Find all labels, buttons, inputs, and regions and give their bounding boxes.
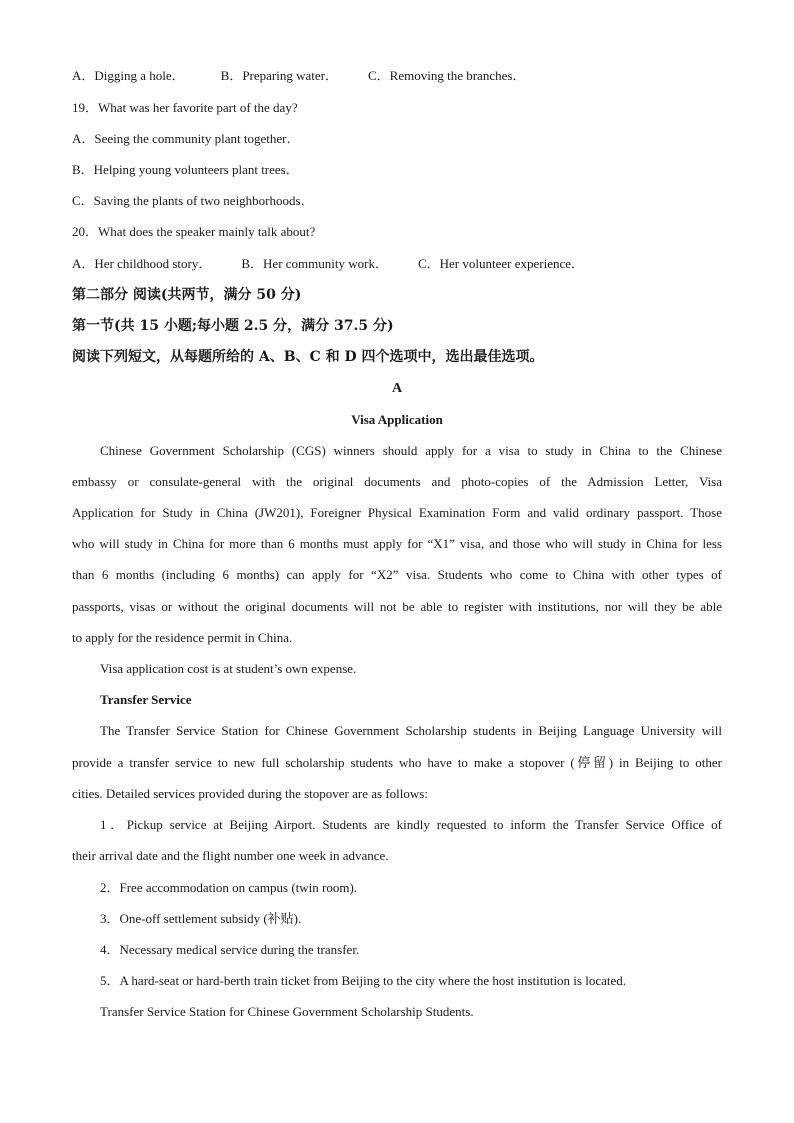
q18-option-c: C．Removing the branches． — [368, 68, 526, 83]
p1-line-2: embassy or consulate-general with the original documents and photo-copies of the Admission Letter, Visa — [72, 474, 722, 489]
q19-option-b: B．Helping young volunteers plant trees． — [72, 162, 299, 177]
item4: 4．Necessary medical service during the transfer. — [100, 942, 360, 957]
q20-option-a: A．Her childhood story． — [72, 256, 212, 271]
p3-line-2: provide a transfer service to new full scholarship students who have to make a stopover (停留) in Beijing to other — [72, 755, 722, 770]
q18-options — [72, 67, 722, 85]
p3-line-3: cities. Detailed services provided during the stopover are as follows: — [72, 786, 428, 801]
signature: Transfer Service Station for Chinese Government Scholarship Students. — [100, 1004, 474, 1019]
passage-title: Visa Application — [351, 412, 443, 427]
p2: Visa application cost is at student’s own expense. — [100, 661, 357, 676]
item1-line-2: their arrival date and the flight number one week in advance. — [72, 848, 389, 863]
item3: 3．One-off settlement subsidy (补贴). — [100, 911, 302, 926]
subheading-transfer: Transfer Service — [100, 692, 192, 707]
q20-stem: 20．What does the speaker mainly talk about? — [72, 224, 316, 239]
item2: 2．Free accommodation on campus (twin room). — [100, 880, 358, 895]
q18-option-b: B．Preparing water． — [220, 68, 338, 83]
p1-line-6: passports, visas or without the original documents will not be able to register with institutions, nor will they be able — [72, 599, 722, 614]
section-title: 第一节(共 15 小题;每小题 2.5 分，满分 37.5 分) — [72, 318, 394, 334]
q19-option-a: A．Seeing the community plant together． — [72, 131, 300, 146]
p3-line-1: The Transfer Service Station for Chinese Government Scholarship students in Beijing Language University will — [100, 723, 722, 738]
item5: 5．A hard-seat or hard-berth train ticket from Beijing to the city where the host institution is located. — [100, 973, 627, 988]
q20-option-b: B．Her community work． — [241, 256, 388, 271]
instruction: 阅读下列短文，从每题所给的 A、B、C 和 D 四个选项中，选出最佳选项。 — [72, 349, 544, 365]
p1-line-5: than 6 months (including 6 months) can apply for “X2” visa. Students who come to China with other types of — [72, 567, 722, 582]
p1-line-1: Chinese Government Scholarship (CGS) winners should apply for a visa to study in China to the Chinese — [100, 443, 722, 458]
part-title: 第二部分 阅读(共两节，满分 50 分) — [72, 287, 302, 303]
q20-options — [72, 255, 722, 273]
q18-option-a: A．Digging a hole． — [72, 68, 185, 83]
q20-option-c: C．Her volunteer experience． — [417, 256, 585, 271]
passage-label: A — [391, 381, 403, 396]
q19-stem: 19．What was her favorite part of the day? — [72, 100, 298, 115]
q19-option-c: C．Saving the plants of two neighborhoods． — [72, 193, 314, 208]
item1-line-1: 1．Pickup service at Beijing Airport. Students are kindly requested to inform the Transfer Service Office of — [100, 817, 722, 832]
p1-line-3: Application for Study in China (JW201), Foreigner Physical Examination Form and valid ordinary passport. Those — [72, 505, 722, 520]
p1-line-7: to apply for the residence permit in China. — [72, 630, 293, 645]
p1-line-4: who will study in China for more than 6 months must apply for “X1” visa, and those who will study in China for less — [72, 536, 722, 551]
